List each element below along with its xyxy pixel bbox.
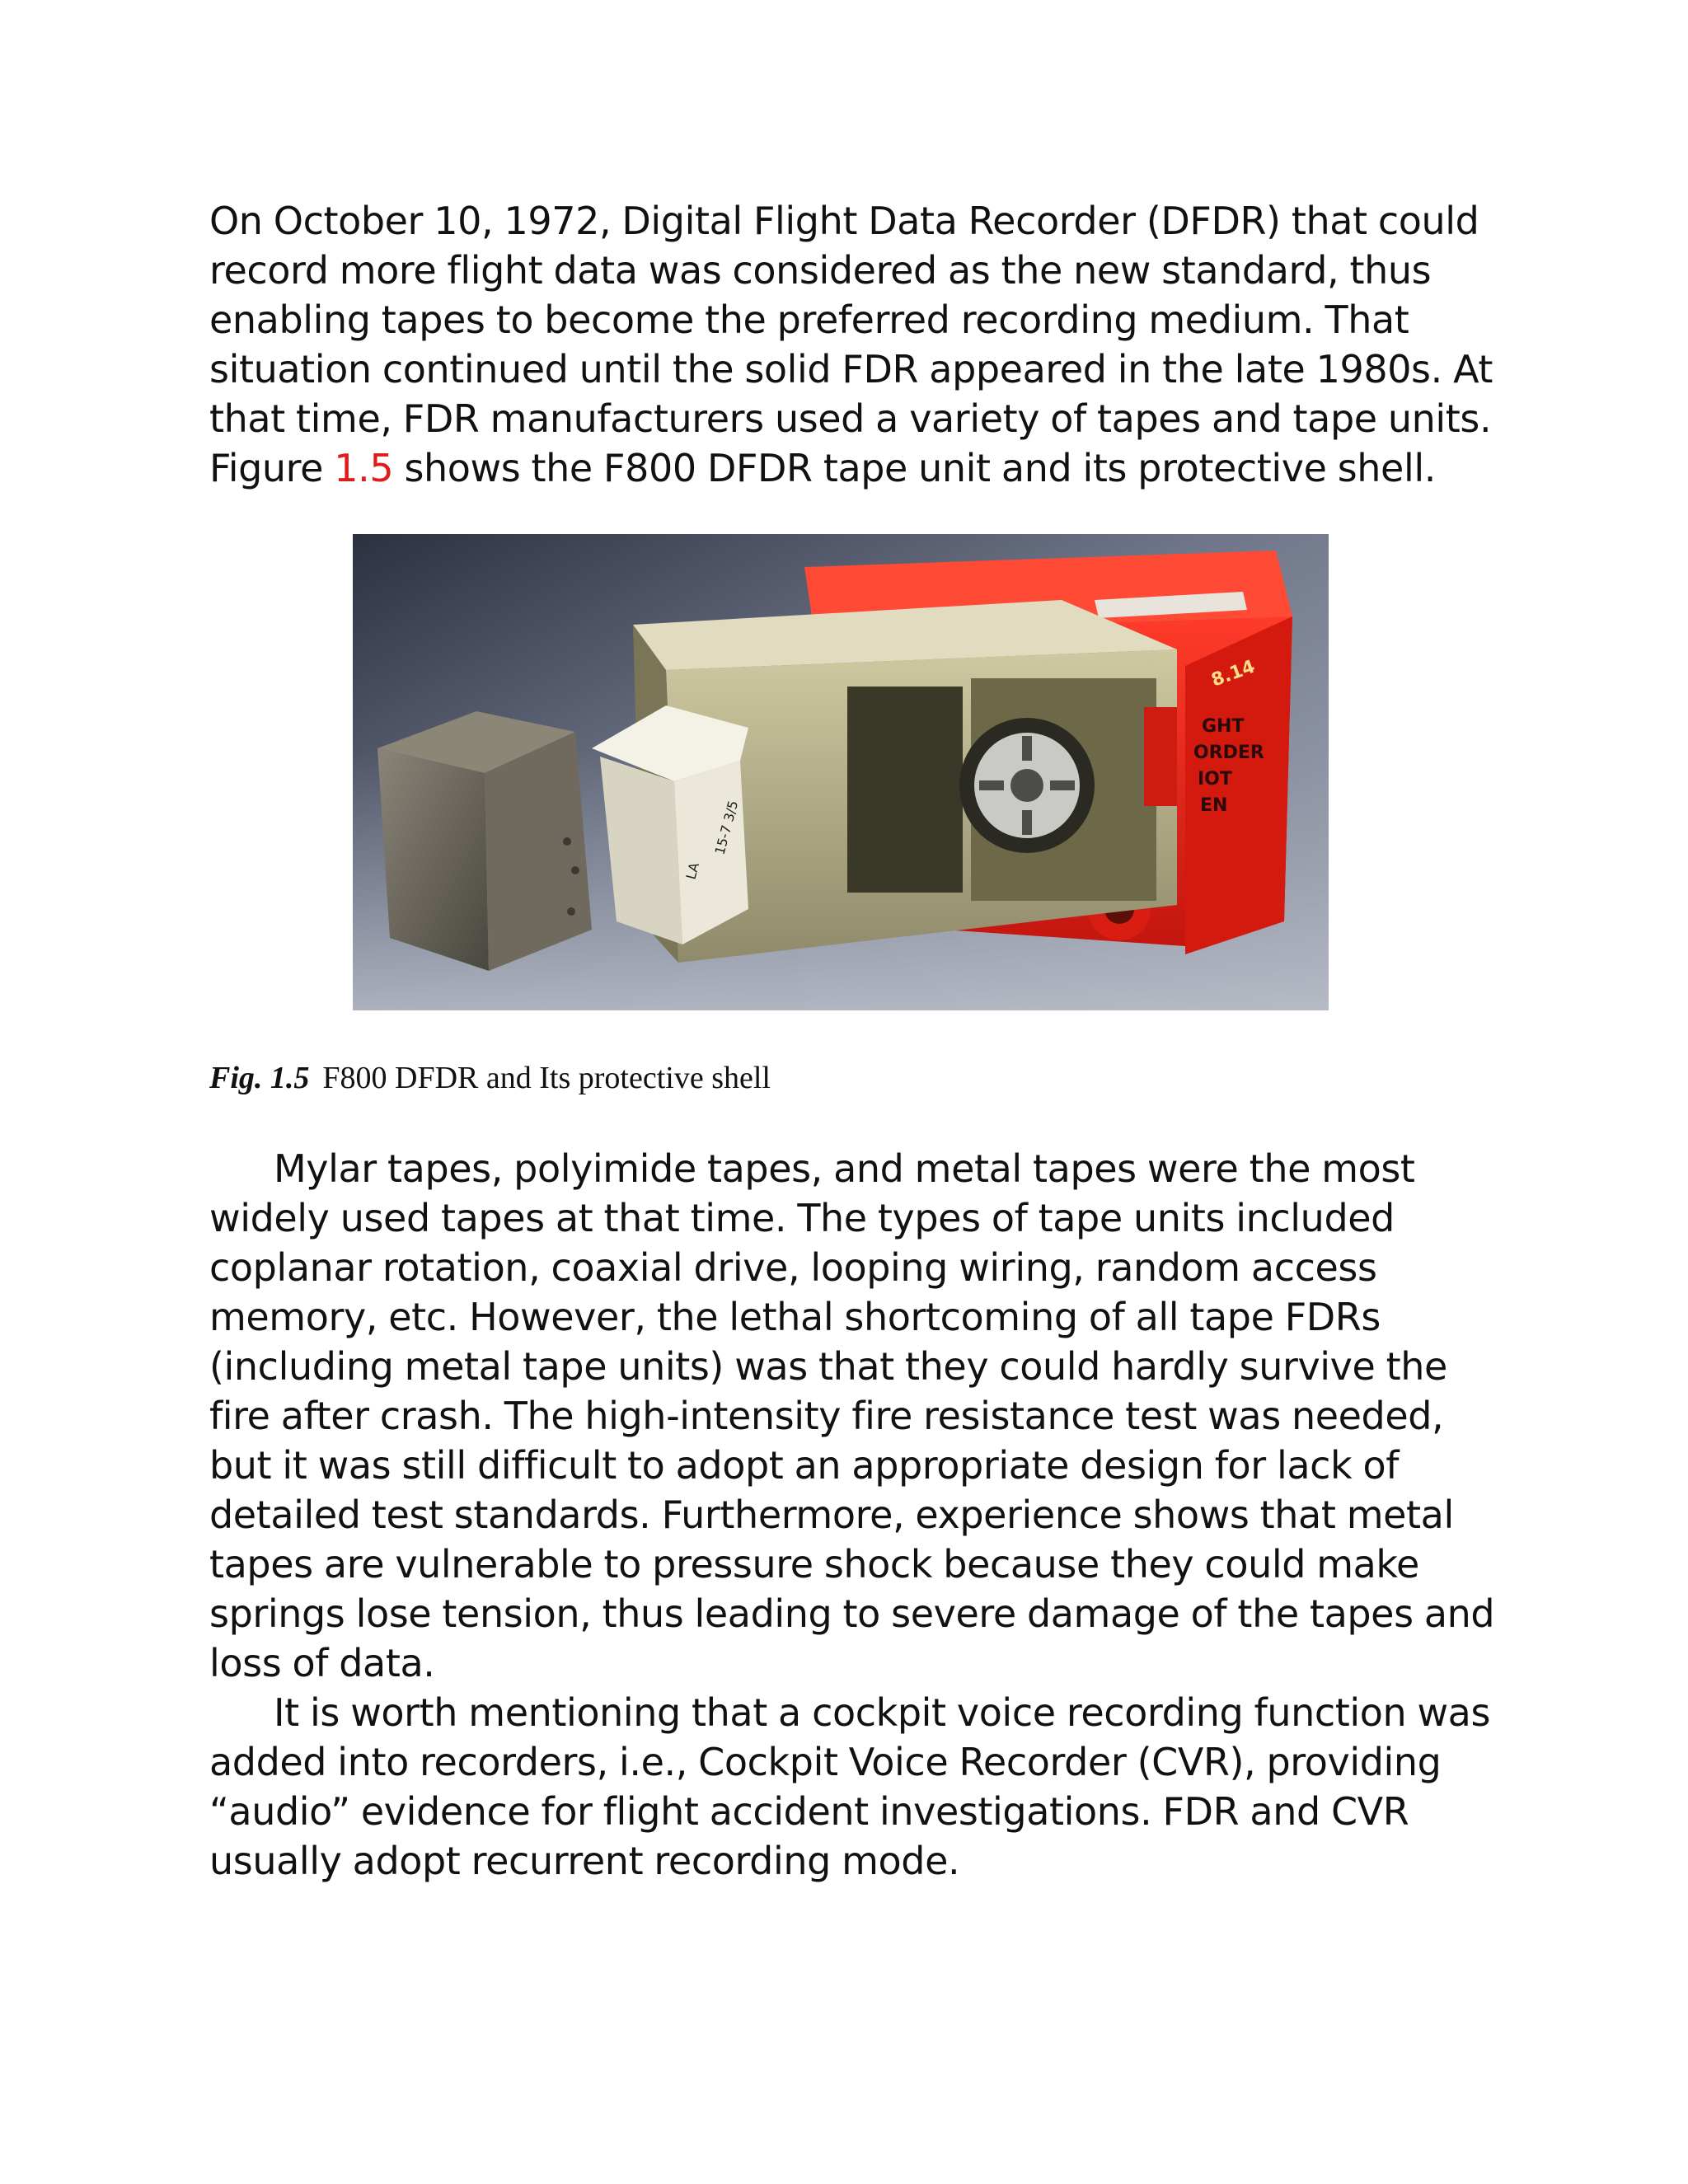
svg-text:8.14: 8.14 — [1208, 656, 1259, 691]
dfdr-photo — [353, 534, 1329, 1010]
intro-paragraph-block — [209, 196, 1495, 493]
figure-caption-text: F800 DFDR and Its protective shell — [322, 1061, 771, 1095]
white-protective-block — [592, 705, 748, 944]
figure-label: Fig. 1.5 — [209, 1061, 310, 1095]
svg-text:GHT: GHT — [1202, 716, 1245, 737]
svg-text:EN: EN — [1200, 795, 1228, 816]
svg-text:15-7 3/5: 15-7 3/5 — [711, 799, 742, 857]
svg-text:ORDER: ORDER — [1193, 743, 1264, 763]
figure-caption — [209, 1058, 771, 1098]
body-text-block — [209, 1144, 1495, 1886]
intro-text-end: shows the F800 DFDR tape unit and its protective shell. — [393, 446, 1436, 490]
svg-text:IOT: IOT — [1198, 769, 1232, 790]
metal-inner-block — [377, 711, 592, 971]
svg-text:LA: LA — [682, 860, 703, 882]
intro-text: On October 10, 1972, Digital Flight Data Recorder (DFDR) that could record more flight data was considered as the new standard, thus enabling tapes to become the preferred recording medium. That situation continued until the solid FDR appeared in the late 1980s. At that time, FDR manufacturers used a variety of tapes and tape units. Figure — [209, 199, 1493, 490]
intro-paragraph — [209, 196, 1495, 493]
figure-reference-link[interactable]: 1.5 — [334, 446, 394, 490]
cvr-paragraph: It is worth mentioning that a cockpit voice recording function was added into recorders, i.e., Cockpit Voice Recorder (CVR), providing “audio” evidence for flight accident investigations. FDR and CVR usually adopt recurrent recording mode. — [209, 1690, 1491, 1883]
tape-types-paragraph: Mylar tapes, polyimide tapes, and metal tapes were the most widely used tapes at that time. The types of tape units included coplanar rotation, coaxial drive, looping wiring, random access memory, etc. However, the lethal shortcoming of all tape FDRs (including metal tape units) was that they could hardly survive the fire after crash. The high-intensity fire resistance test was needed, but it was still difficult to adopt an appropriate design for lack of detailed test standards. Furthermore, experience shows that metal tapes are vulnerable to pressure shock because they could make springs lose tension, thus leading to severe damage of the tapes and loss of data. — [209, 1146, 1495, 1685]
